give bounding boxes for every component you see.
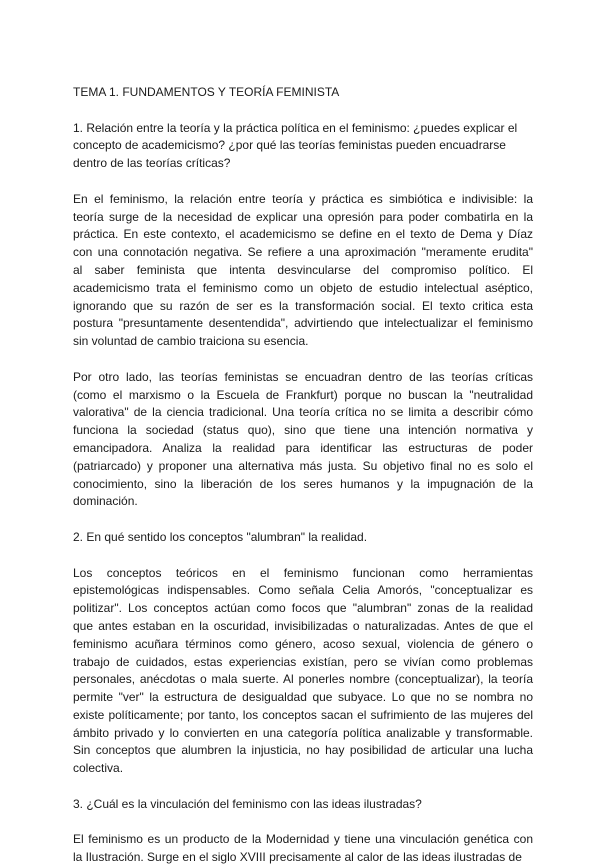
text-line: personales, anécdotas o mala suerte. Al ponerles nombre (conceptualizar), la teoría (73, 672, 533, 687)
text-line: colectiva. (73, 761, 124, 776)
spacer (73, 511, 533, 529)
spacer (73, 814, 533, 832)
text-line: teoría surge de la necesidad de explicar una opresión para poder combatirla en la (73, 209, 533, 224)
spacer (73, 351, 533, 369)
text-line: (patriarcado) y proponer una alternativa más justa. Su objetivo final no es solo el (73, 458, 533, 473)
text-line: existe políticamente; por tanto, los conceptos sacan el sufrimiento de las mujeres del (73, 707, 533, 722)
spacer (73, 102, 533, 120)
text-line: emancipadora. Analiza la realidad para identificar las estructuras de poder (73, 440, 533, 455)
text-line: academicismo trata el feminismo como un objeto de estudio intelectual aséptico, (73, 280, 533, 295)
question-heading (73, 796, 533, 814)
spacer (73, 173, 533, 191)
text-line: conocimiento, sino la liberación de los seres humanos y la impugnación de la (73, 476, 533, 491)
text-line: epistemológicas indispensables. Como señala Celia Amorós, "conceptualizar es (73, 583, 533, 598)
text-line: 3. ¿Cuál es la vinculación del feminismo con las ideas ilustradas? (73, 796, 422, 811)
text-line: valorativa" de la ciencia tradicional. Una teoría crítica no se limita a describir cómo (73, 405, 533, 420)
text-line: concepto de academicismo? ¿por qué las teorías feministas pueden encuadrarse (73, 138, 506, 153)
paragraph (73, 831, 533, 867)
paragraph (73, 369, 533, 511)
text-line: ignorando que su razón de ser es la transformación social. El texto critica esta (73, 298, 533, 313)
text-line: politizar". Los conceptos actúan como focos que "alumbran" zonas de la realidad (73, 601, 533, 616)
text-line: la Ilustración. Surge en el siglo XVIII precisamente al calor de las ideas ilustradas de (73, 850, 522, 865)
document-blocks (73, 120, 533, 867)
text-line: funciona la sociedad (status quo), sino que tiene una intención normativa y (73, 423, 533, 438)
text-line: que antes estaban en la oscuridad, invisibilizadas o naturalizadas. Antes de que el (73, 618, 533, 633)
text-line: Los conceptos teóricos en el feminismo funcionan como herramientas (73, 565, 533, 580)
text-line: dominación. (73, 494, 138, 509)
text-line: trabajo de cuidados, estas experiencias existían, pero se vivían como problemas (73, 654, 533, 669)
question-heading (73, 120, 533, 173)
text-line: En el feminismo, la relación entre teoría y práctica es simbiótica e indivisible: la (73, 191, 533, 206)
paragraph (73, 565, 533, 779)
text-line: práctica. En este contexto, el academicismo se define en el texto de Dema y Díaz (73, 227, 533, 242)
text-line: 2. En qué sentido los conceptos "alumbran" la realidad. (73, 529, 368, 544)
document-body (73, 84, 533, 867)
spacer (73, 778, 533, 796)
text-line: permite "ver" la estructura de desigualdad que subyace. Lo que no se nombra no (73, 690, 533, 705)
text-line: 1. Relación entre la teoría y la práctica política en el feminismo: ¿puedes explicar el (73, 120, 518, 135)
paragraph (73, 191, 533, 351)
text-line: con una connotación negativa. Se refiere a una aproximación "meramente erudita" (73, 245, 533, 260)
text-line: El feminismo es un producto de la Modernidad y tiene una vinculación genética con (73, 832, 533, 847)
text-line: dentro de las teorías críticas? (73, 156, 231, 171)
spacer (73, 547, 533, 565)
text-line: sin voluntad de cambio traiciona su esencia. (73, 334, 309, 349)
text-line: postura "presuntamente desentendida", advirtiendo que intelectualizar el feminismo (73, 316, 533, 331)
text-line: feminismo acuñara términos como género, acoso sexual, violencia de género o (73, 636, 533, 651)
text-line: Sin conceptos que alumbren la injusticia, no hay posibilidad de articular una lucha (73, 743, 533, 758)
text-line: al saber feminista que intenta desvincularse del compromiso político. El (73, 262, 533, 277)
text-line: Por otro lado, las teorías feministas se encuadran dentro de las teorías críticas (73, 369, 533, 384)
text-line: ámbito privado y lo convierten en una categoría política analizable y transformable. (73, 725, 533, 740)
text-line: (como el marxismo o la Escuela de Frankfurt) porque no buscan la "neutralidad (73, 387, 533, 402)
document-title: TEMA 1. FUNDAMENTOS Y TEORÍA FEMINISTA (73, 85, 340, 99)
question-heading (73, 529, 533, 547)
